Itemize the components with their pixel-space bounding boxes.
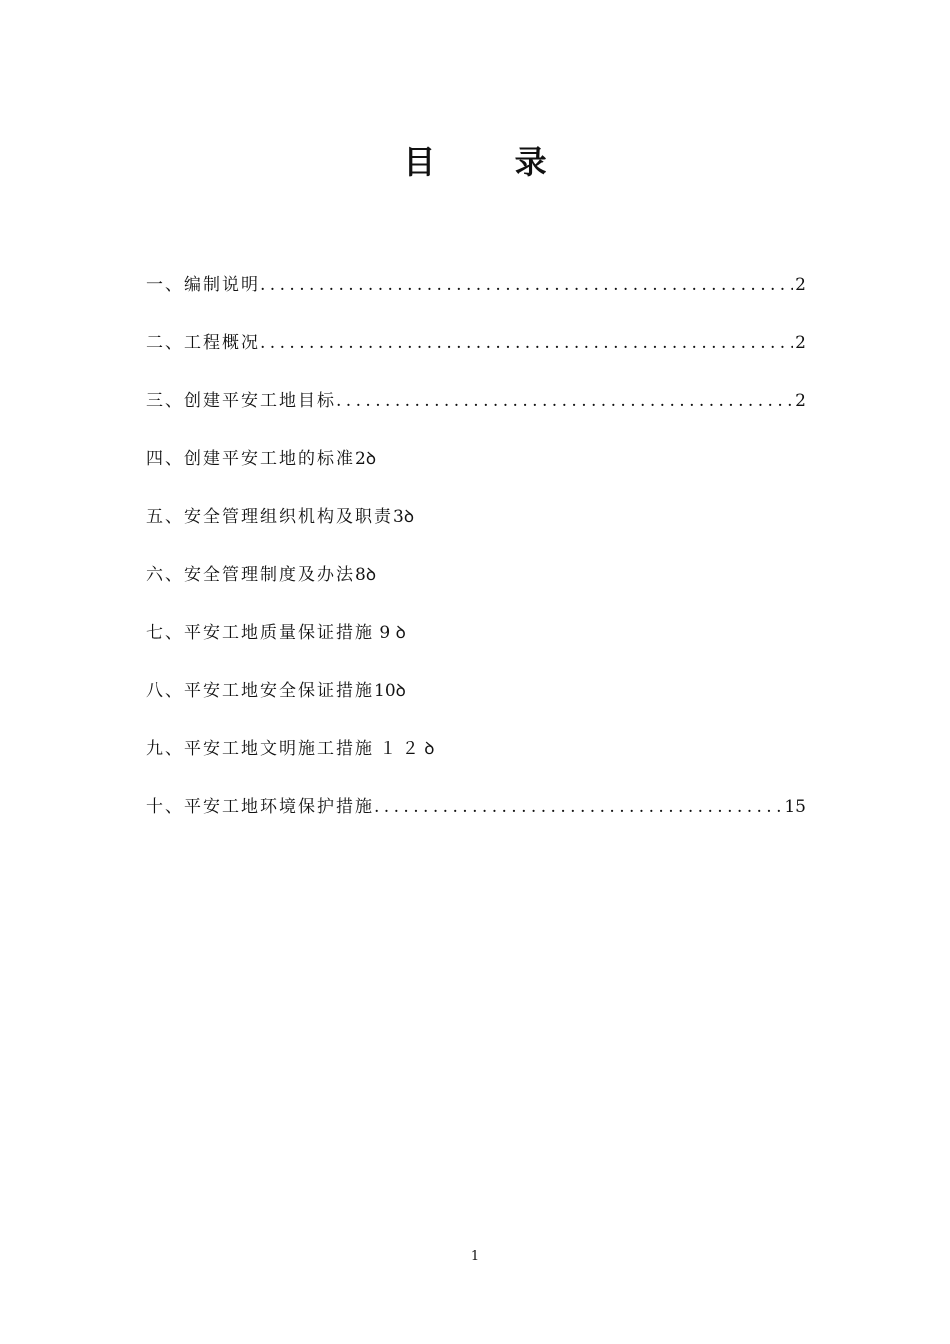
toc-entry-7[interactable] xyxy=(146,618,806,676)
toc-page-number: 15 xyxy=(784,797,806,817)
toc-entry-text: 五、安全管理组织机构及职责 xyxy=(146,507,393,527)
toc-page-number: 10 xyxy=(374,681,396,701)
toc-entry-text: 九、平安工地文明施工措施 xyxy=(146,739,374,759)
toc-entry-3[interactable] xyxy=(146,386,806,444)
toc-page-number: 3 xyxy=(393,507,404,527)
toc-entry-text: 三、创建平安工地目标 xyxy=(146,391,336,411)
toc-dot-leader xyxy=(260,328,793,358)
toc-page-suffix: ꝺ xyxy=(365,449,377,469)
toc-entry-6[interactable] xyxy=(146,560,806,618)
toc-page-number: 2 xyxy=(355,449,366,469)
toc-page-number: 2 xyxy=(795,333,806,353)
page-number-footer: 1 xyxy=(470,1249,480,1264)
table-of-contents xyxy=(146,270,806,850)
toc-dot-leader xyxy=(374,792,782,822)
toc-entry-4[interactable] xyxy=(146,444,806,502)
toc-entry-5[interactable] xyxy=(146,502,806,560)
toc-page-suffix: ꝺ xyxy=(395,623,406,643)
toc-entry-2[interactable] xyxy=(146,328,806,386)
toc-entry-text: 四、创建平安工地的标准 xyxy=(146,449,355,469)
toc-dot-leader xyxy=(336,386,793,416)
toc-page-suffix: ꝺ xyxy=(365,565,377,585)
toc-entry-9[interactable] xyxy=(146,734,806,792)
toc-entry-text: 六、安全管理制度及办法 xyxy=(146,565,355,585)
toc-dot-leader xyxy=(260,270,793,300)
toc-entry-text: 八、平安工地安全保证措施 xyxy=(146,681,374,701)
toc-page-suffix: ꝺ xyxy=(395,681,406,701)
page-title: 目 录 xyxy=(403,143,581,181)
toc-entry-text: 二、工程概况 xyxy=(146,333,260,353)
toc-page-number: 2 xyxy=(795,391,806,411)
toc-entry-text: 七、平安工地质量保证措施 xyxy=(146,623,374,643)
toc-page-suffix: ꝺ xyxy=(403,507,415,527)
toc-entry-text: 十、平安工地环境保护措施 xyxy=(146,797,374,817)
toc-entry-8[interactable] xyxy=(146,676,806,734)
toc-page-number: 9 xyxy=(374,623,396,643)
toc-entry-text: 一、编制说明 xyxy=(146,275,260,295)
toc-page-suffix: ꝺ xyxy=(424,739,435,759)
toc-entry-1[interactable] xyxy=(146,270,806,328)
toc-entry-10[interactable] xyxy=(146,792,806,850)
toc-page-number: 8 xyxy=(355,565,366,585)
toc-page-number: １ ２ xyxy=(374,739,425,759)
toc-page-number: 2 xyxy=(795,275,806,295)
